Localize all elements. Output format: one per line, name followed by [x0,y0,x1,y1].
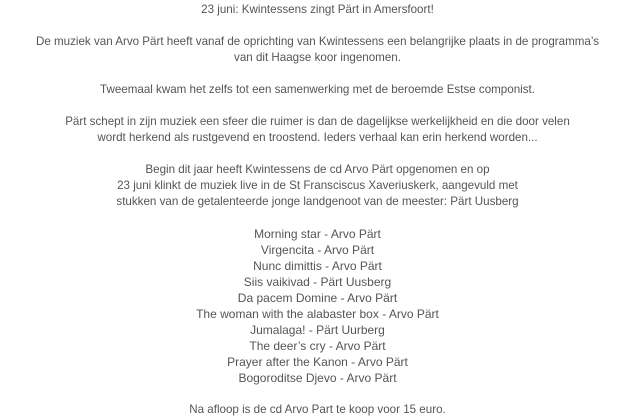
paragraph-line: stukken van de getalenteerde jonge landgenoot van de meester: Pärt Uusberg [116,195,519,208]
program-item: Nunc dimittis - Arvo Pärt [253,259,382,273]
program-item: Jumalaga! - Pärt Uurberg [250,323,385,337]
program-item: Bogoroditse Djevo - Arvo Pärt [238,371,397,385]
paragraph-line: Pärt schept in zijn muziek een sfeer die ruimer is dan de dagelijkse werkelijkheid en die door velen [65,115,570,128]
program-item: Da pacem Domine - Arvo Pärt [237,291,398,305]
collaboration-paragraph [0,82,635,98]
atmosphere-paragraph [0,114,635,146]
paragraph-line: wordt herkend als rustgevend en troostend. Ieders verhaal kan erin herkend worden... [97,131,538,144]
paragraph-line: van dit Haagse koor ingenomen. [234,51,401,64]
paragraph-line: Begin dit jaar heeft Kwintessens de cd Arvo Pärt opgenomen en op [145,163,490,176]
paragraph-line: Tweemaal kwam het zelfs tot een samenwerking met de beroemde Estse componist. [100,83,535,96]
title-text: 23 juni: Kwintessens zingt Pärt in Amersfoort! [201,3,434,16]
paragraph-line: 23 juni klinkt de muziek live in de St Fransciscus Xaveriuskerk, aangevuld met [117,179,518,192]
paragraph-line: De muziek van Arvo Pärt heeft vanaf de oprichting van Kwintessens een belangrijke plaats in de programma’s [35,35,600,48]
sale-note [0,402,635,418]
program-item: The deer’s cry - Arvo Pärt [249,339,386,353]
footer-text: Na afloop is de cd Arvo Part te koop voor 15 euro. [189,403,446,416]
program-item: Virgencita - Arvo Pärt [260,243,375,257]
program-item: The woman with the alabaster box - Arvo Pärt [196,307,439,321]
program-list [0,226,635,386]
intro-paragraph [0,34,635,66]
article-title [0,2,635,18]
program-item: Prayer after the Kanon - Arvo Pärt [227,355,408,369]
program-item: Siis vaikivad - Pärt Uusberg [243,275,392,289]
program-item: Morning star - Arvo Pärt [254,227,381,241]
concert-paragraph [0,162,635,210]
